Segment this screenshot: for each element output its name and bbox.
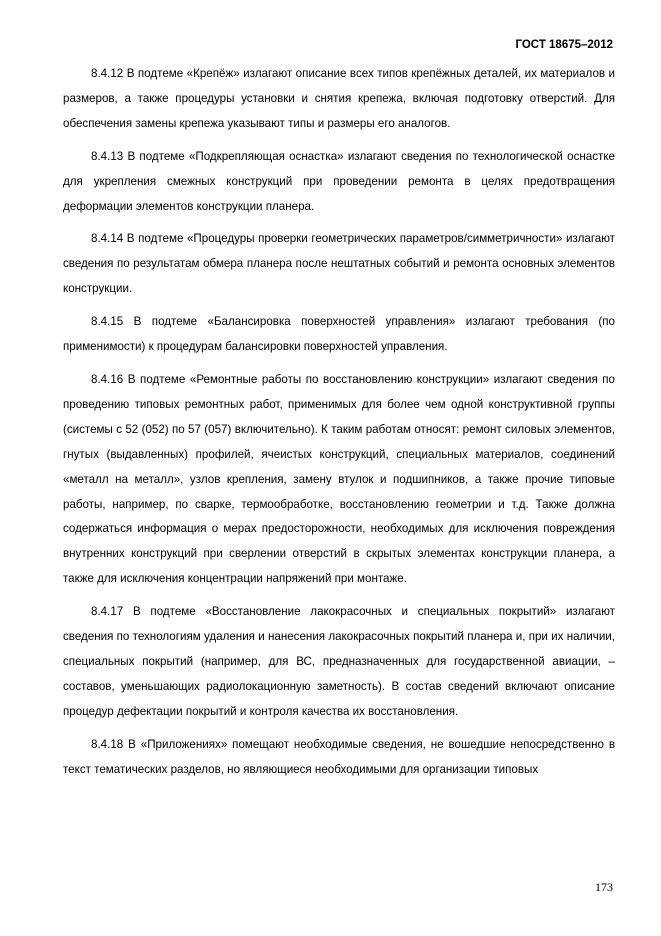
paragraph-8-4-17: 8.4.17 В подтеме «Восстановление лакокрасочных и специальных покрытий» излагают сведения по технологиям удаления и нанесения лакокрасочных покрытий планера и, при их наличии, специальных покрытий (например, для ВС, предназначенных для государственной авиации, – составов, уменьшающих радиолокационную заметность). В состав сведений включают описание процедур дефектации покрытий и контроля качества их восстановления.	[63, 605, 615, 718]
paragraph-8-4-12: 8.4.12 В подтеме «Крепёж» излагают описание всех типов крепёжных деталей, их материалов и размеров, а также процедуры установки и снятия крепежа, включая подготовку отверстий. Для обеспечения замены крепежа указывают типы и размеры его аналогов.	[63, 67, 615, 130]
document-body	[63, 62, 615, 790]
standard-header: ГОСТ 18675–2012	[515, 39, 613, 51]
paragraph-8-4-15: 8.4.15 В подтеме «Балансировка поверхностей управления» излагают требования (по применимости) к процедурам балансировки поверхностей управления.	[63, 315, 615, 354]
paragraph-8-4-16: 8.4.16 В подтеме «Ремонтные работы по восстановлению конструкции» излагают сведения по проведению типовых ремонтных работ, применимых для более чем одной конструктивной группы (системы с 52 (052) по 57 (057) включительно). К таким работам относят: ремонт силовых элементов, гнутых (выдавленных) профилей, ячеистых конструкций, специальных материалов, соединений «металл на металл», узлов крепления, замену втулок и подшипников, а также прочие типовые работы, например, по сварке, термообработке, восстановлению геометрии и т.д. Также должна содержаться информация о мерах предосторожности, необходимых для исключения повреждения внутренних конструкций при сверлении отверстий в скрытых элементах конструкции планера, а также для исключения концентрации напряжений при монтаже.	[63, 372, 615, 586]
page-number: 173	[595, 880, 613, 894]
paragraph-8-4-14: 8.4.14 В подтеме «Процедуры проверки геометрических параметров/симметричности» излагают сведения по результатам обмера планера после нештатных событий и ремонта основных элементов конструкции.	[63, 232, 615, 296]
paragraph-8-4-13: 8.4.13 В подтеме «Подкрепляющая оснастка» излагают сведения по технологической оснастке для укрепления смежных конструкций при проведении ремонта в целях предотвращения деформации элементов конструкции планера.	[63, 149, 615, 213]
paragraph-8-4-18: 8.4.18 В «Приложениях» помещают необходимые сведения, не вошедшие непосредственно в текст тематических разделов, но являющиеся необходимыми для организации типовых	[63, 737, 615, 776]
